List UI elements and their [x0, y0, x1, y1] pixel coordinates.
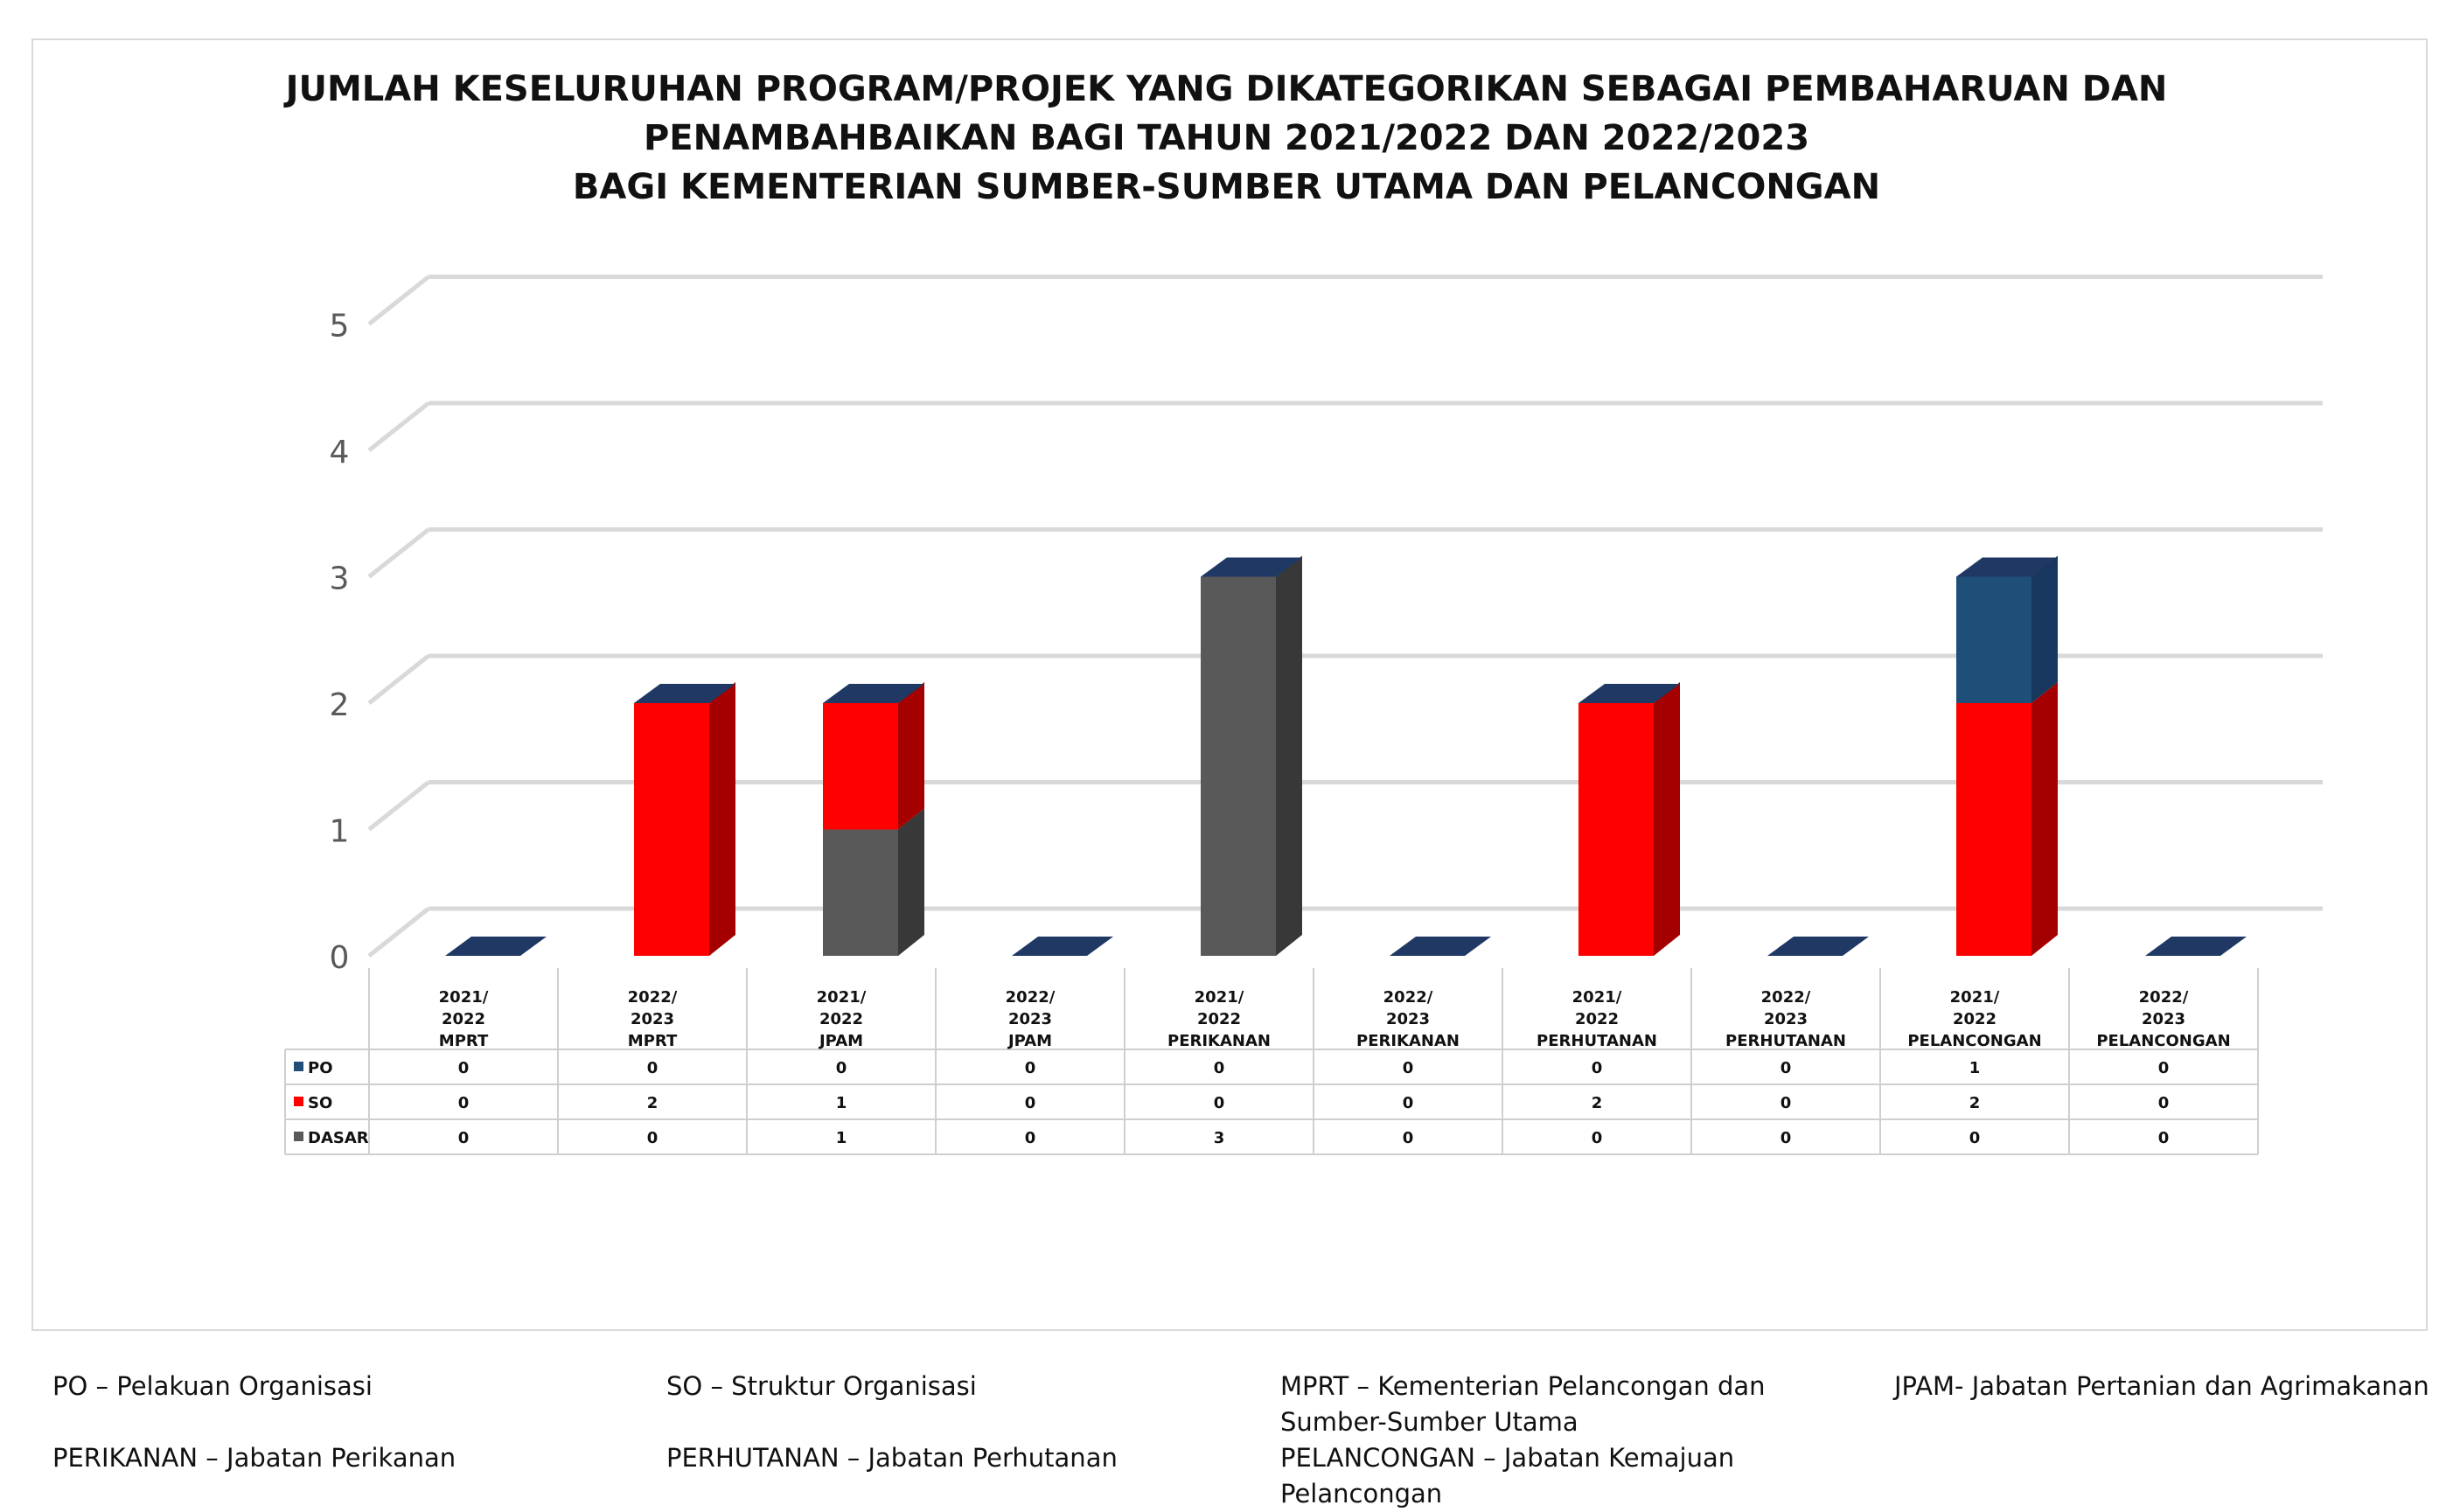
category-label-5: 2023 [1385, 1010, 1431, 1028]
definition-mprt: MPRT – Kementerian Pelancongan dan Sumber-Sumber Utama [1280, 1371, 1766, 1437]
category-label-7: 2023 [1763, 1010, 1808, 1028]
table-value-po-8: 1 [1969, 1059, 1981, 1077]
category-label-5: PERIKANAN [1356, 1032, 1460, 1050]
table-value-so-8: 2 [1969, 1094, 1981, 1112]
table-value-so-0: 0 [457, 1094, 470, 1112]
table-value-so-3: 0 [1024, 1094, 1036, 1112]
y-tick-label: 5 [329, 308, 350, 345]
category-label-4: 2021/ [1194, 988, 1244, 1007]
category-label-2: 2022 [819, 1010, 864, 1028]
table-value-dasar-2: 1 [835, 1129, 847, 1147]
bar-cap-5 [1390, 937, 1491, 956]
bar-side-so-2 [898, 682, 924, 830]
table-value-po-2: 0 [835, 1059, 847, 1077]
table-value-so-9: 0 [2157, 1094, 2170, 1112]
legend-label-so: SO [308, 1094, 333, 1112]
y-tick-label: 4 [329, 435, 350, 470]
table-value-dasar-5: 0 [1402, 1129, 1414, 1147]
category-label-9: 2023 [2141, 1010, 2186, 1028]
table-value-po-1: 0 [646, 1059, 659, 1077]
bar-dasar-4 [1201, 577, 1276, 957]
definition-so: SO – Struktur Organisasi [666, 1371, 977, 1401]
table-value-dasar-1: 0 [646, 1129, 659, 1147]
table-value-so-1: 2 [646, 1094, 659, 1112]
category-label-6: 2021/ [1571, 988, 1622, 1007]
category-label-3: JPAM [1007, 1032, 1053, 1050]
legend-key-so [294, 1097, 303, 1106]
definition-po: PO – Pelakuan Organisasi [52, 1371, 373, 1401]
legend-label-dasar: DASAR [308, 1129, 369, 1147]
bar-side-so-1 [709, 682, 735, 956]
category-label-5: 2022/ [1383, 988, 1433, 1007]
table-value-so-2: 1 [835, 1094, 847, 1112]
bar-side-dasar-2 [898, 809, 924, 957]
table-value-po-9: 0 [2157, 1059, 2170, 1077]
table-value-so-7: 0 [1780, 1094, 1792, 1112]
category-label-1: 2022/ [627, 988, 678, 1007]
gridline-wall-0 [369, 909, 429, 956]
category-label-0: 2021/ [438, 988, 489, 1007]
gridline-wall-4 [369, 403, 429, 450]
bar-cap-3 [1012, 937, 1113, 956]
definition-perhutanan: PERHUTANAN – Jabatan Perhutanan [666, 1443, 1118, 1473]
category-label-3: 2022/ [1005, 988, 1056, 1007]
category-label-8: PELANCONGAN [1907, 1032, 2042, 1050]
table-value-po-4: 0 [1213, 1059, 1225, 1077]
category-label-7: PERHUTANAN [1725, 1032, 1846, 1050]
legend-label-po: PO [308, 1059, 333, 1077]
footer-definitions [0, 1354, 2453, 1512]
bar-side-so-8 [2031, 682, 2058, 956]
table-value-dasar-3: 0 [1024, 1129, 1036, 1147]
table-value-dasar-0: 0 [457, 1129, 470, 1147]
category-label-8: 2021/ [1949, 988, 2000, 1007]
category-label-0: MPRT [438, 1032, 489, 1050]
category-label-4: PERIKANAN [1167, 1032, 1271, 1050]
table-value-dasar-7: 0 [1780, 1129, 1792, 1147]
bar-side-dasar-4 [1276, 556, 1302, 957]
bar-cap-0 [445, 937, 547, 956]
bar-so-1 [634, 703, 709, 956]
chart-title-line-2: PENAMBAHBAIKAN BAGI TAHUN 2021/2022 DAN 2022/2023 [643, 118, 1810, 158]
table-value-so-6: 2 [1591, 1094, 1603, 1112]
table-value-po-0: 0 [457, 1059, 470, 1077]
bar-cap-7 [1767, 937, 1869, 956]
category-label-2: JPAM [819, 1032, 864, 1050]
category-label-0: 2022 [441, 1010, 486, 1028]
bar-cap-9 [2145, 937, 2247, 956]
chart-title-line-3: BAGI KEMENTERIAN SUMBER-SUMBER UTAMA DAN PELANCONGAN [572, 167, 1881, 207]
table-value-po-3: 0 [1024, 1059, 1036, 1077]
legend-key-dasar [294, 1132, 303, 1141]
y-tick-label: 1 [329, 813, 350, 850]
gridline-wall-5 [369, 277, 429, 324]
bar-side-so-6 [1654, 682, 1680, 956]
definition-jpam: JPAM- Jabatan Pertanian dan Agrimakanan [1894, 1371, 2429, 1401]
bar-so-2 [823, 703, 898, 830]
table-value-dasar-8: 0 [1969, 1129, 1981, 1147]
y-tick-label: 0 [329, 940, 350, 976]
bar-po-8 [1956, 577, 2031, 704]
table-value-so-5: 0 [1402, 1094, 1414, 1112]
category-label-9: PELANCONGAN [2096, 1032, 2231, 1050]
gridline-wall-3 [369, 530, 429, 577]
definition-pelancongan: PELANCONGAN – Jabatan Kemajuan Pelancongan [1280, 1443, 1735, 1509]
bar-so-8 [1956, 703, 2031, 956]
category-label-9: 2022/ [2138, 988, 2189, 1007]
category-label-2: 2021/ [816, 988, 867, 1007]
table-value-po-6: 0 [1591, 1059, 1603, 1077]
category-label-6: PERHUTANAN [1537, 1032, 1657, 1050]
category-label-3: 2023 [1007, 1010, 1053, 1028]
category-label-6: 2022 [1574, 1010, 1620, 1028]
definition-perikanan: PERIKANAN – Jabatan Perikanan [52, 1443, 456, 1473]
table-value-so-4: 0 [1213, 1094, 1225, 1112]
y-tick-label: 3 [329, 561, 350, 597]
table-value-dasar-9: 0 [2157, 1129, 2170, 1147]
category-label-8: 2022 [1952, 1010, 1997, 1028]
legend-key-po [294, 1062, 303, 1071]
table-value-po-7: 0 [1780, 1059, 1792, 1077]
bar-so-6 [1578, 703, 1654, 956]
table-value-po-5: 0 [1402, 1059, 1414, 1077]
category-label-7: 2022/ [1760, 988, 1811, 1007]
table-value-dasar-6: 0 [1591, 1129, 1603, 1147]
y-tick-label: 2 [329, 687, 350, 723]
bar-side-po-8 [2031, 556, 2058, 704]
table-value-dasar-4: 3 [1213, 1129, 1225, 1147]
category-label-4: 2022 [1196, 1010, 1242, 1028]
gridline-wall-1 [369, 783, 429, 830]
gridline-wall-2 [369, 656, 429, 703]
chart-title-line-1: JUMLAH KESELURUHAN PROGRAM/PROJEK YANG DIKATEGORIKAN SEBAGAI PEMBAHARUAN DAN [285, 69, 2168, 109]
category-label-1: 2023 [630, 1010, 675, 1028]
category-label-1: MPRT [627, 1032, 678, 1050]
bar-dasar-2 [823, 830, 898, 957]
